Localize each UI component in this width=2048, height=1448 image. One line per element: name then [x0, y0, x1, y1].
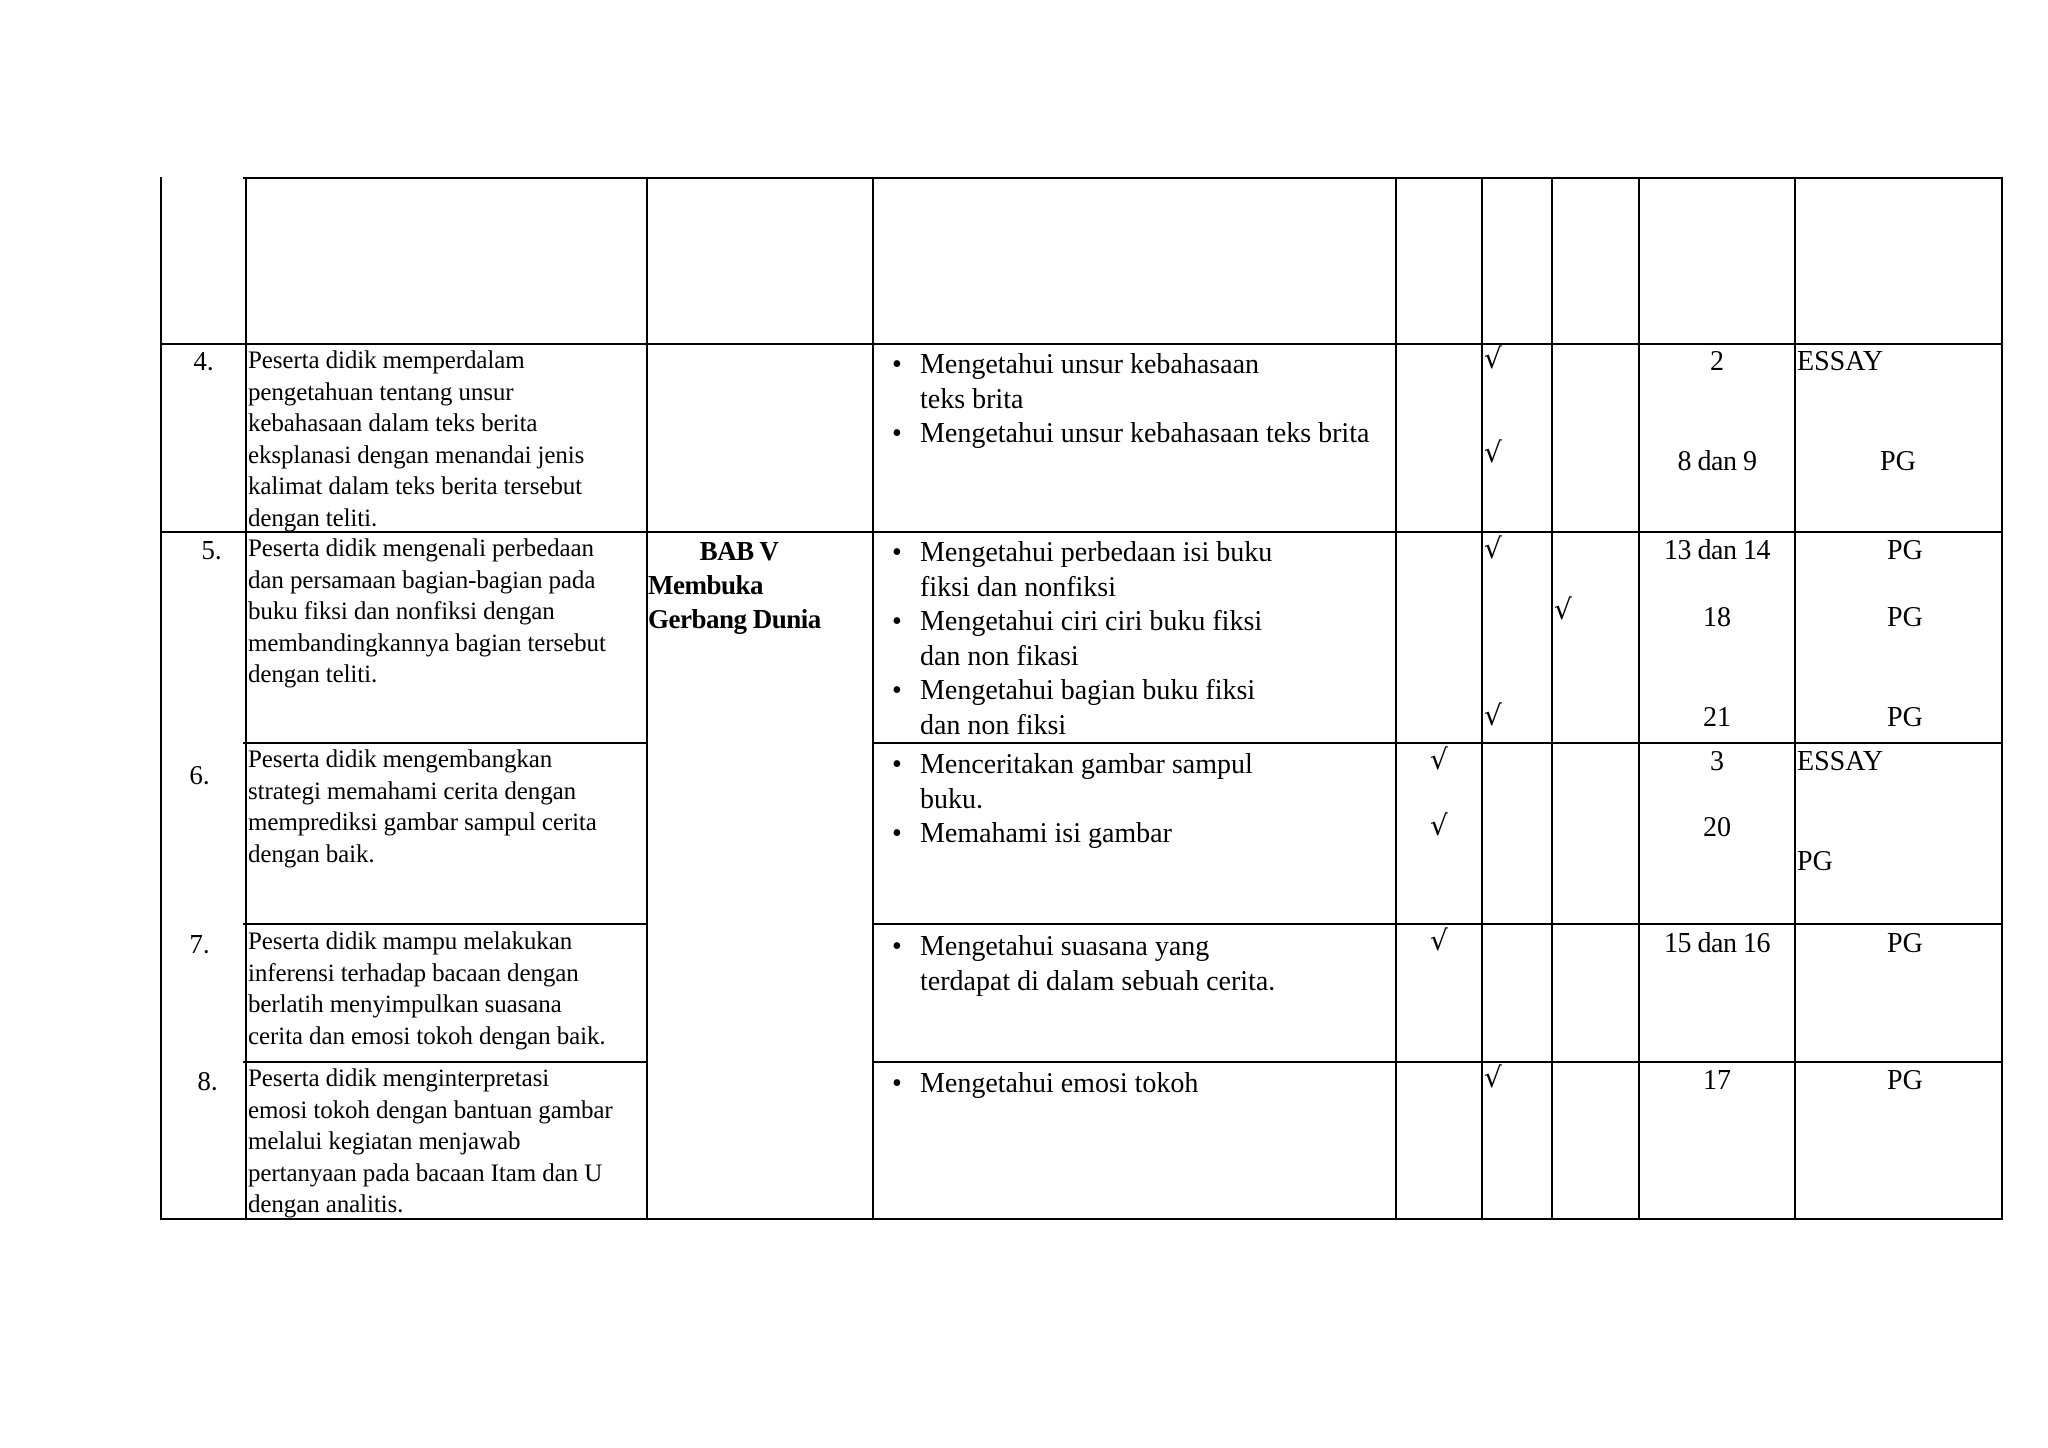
question-number: 13 dan 14 — [1664, 535, 1770, 566]
objective-line: Peserta didik mampu melakukan — [248, 928, 573, 955]
indicator-item: • Mengetahui perbedaan isi buku fiksi dan nonfiksi — [874, 536, 1395, 605]
question-number: 18 — [1703, 602, 1731, 633]
objective-line: inferensi terhadap bacaan dengan — [248, 959, 579, 987]
objective-line: pengetahuan tentang unsur — [248, 378, 514, 406]
objective-line: kebahasaan dalam teks berita — [248, 410, 538, 437]
objective-line: eksplanasi dengan menandai jenis — [248, 441, 585, 469]
objective-line: Peserta didik menginterpretasi — [248, 1065, 550, 1092]
chapter-name-line: Gerbang Dunia — [648, 604, 821, 634]
column-border — [1638, 177, 1640, 1220]
row-number: 5. — [201, 535, 222, 565]
objective-line: berlatih menyimpulkan suasana — [248, 991, 562, 1018]
check-mark: √ — [1484, 342, 1502, 375]
objective-line: buku fiksi dan nonfiksi dengan — [248, 598, 555, 625]
chapter-name-line: Membuka — [648, 570, 764, 600]
objective-line: Peserta didik mengenali perbedaan — [248, 535, 594, 562]
objective-line: dengan analitis. — [248, 1191, 404, 1218]
indicator-list — [874, 536, 1395, 743]
learning-objective — [248, 345, 646, 534]
objective-line: strategi memahami cerita dengan — [248, 777, 577, 805]
objective-line: membandingkannya bagian tersebut — [248, 629, 606, 657]
question-number: 15 dan 16 — [1664, 928, 1770, 959]
objective-line: kalimat dalam teks berita tersebut — [248, 473, 582, 500]
objective-line: emosi tokoh dengan bantuan gambar — [248, 1096, 613, 1124]
learning-objective — [248, 1063, 646, 1221]
check-mark: √ — [1430, 924, 1448, 957]
question-number: 21 — [1703, 702, 1731, 733]
question-form: PG — [1887, 928, 1923, 959]
objective-line: Peserta didik memperdalam — [248, 347, 525, 374]
objective-line: dan persamaan bagian-bagian pada — [248, 566, 596, 594]
objective-line: pertanyaan pada bacaan Itam dan U — [248, 1159, 603, 1187]
learning-objective — [248, 533, 646, 691]
indicator-item: • Mengetahui ciri ciri buku fiksi dan non fikasi — [874, 605, 1395, 674]
check-mark: √ — [1484, 1061, 1502, 1094]
check-mark: √ — [1430, 743, 1448, 776]
question-number: 17 — [1703, 1065, 1731, 1096]
objective-line: dengan teliti. — [248, 504, 378, 532]
column-border — [2001, 177, 2003, 1220]
check-mark: √ — [1484, 436, 1502, 469]
objective-line: cerita dan emosi tokoh dengan baik. — [248, 1022, 606, 1050]
indicator-item: • Mengetahui unsur kebahasaan teks brita — [874, 348, 1395, 417]
objective-line: dengan baik. — [248, 840, 375, 868]
learning-objective — [248, 744, 646, 870]
column-border — [1481, 177, 1483, 1220]
column-border — [646, 177, 648, 1220]
indicator-list — [874, 930, 1395, 999]
objective-line: melalui kegiatan menjawab — [248, 1128, 521, 1155]
indicator-list — [874, 1067, 1395, 1102]
question-form: PG — [1887, 602, 1923, 633]
objective-line: memprediksi gambar sampul cerita — [248, 809, 597, 836]
check-mark: √ — [1554, 593, 1572, 626]
indicator-list — [874, 748, 1395, 852]
check-mark: √ — [1484, 699, 1502, 732]
question-number: 8 dan 9 — [1677, 446, 1757, 477]
question-number: 2 — [1710, 346, 1724, 377]
question-form: PG — [1887, 1065, 1923, 1096]
chapter-heading — [648, 534, 872, 636]
question-form: ESSAY — [1797, 346, 1884, 377]
chapter-title: BAB V — [699, 536, 779, 566]
question-number: 20 — [1703, 812, 1731, 843]
indicator-item: • Mengetahui emosi tokoh — [874, 1067, 1395, 1102]
column-border — [245, 177, 247, 1220]
question-number: 3 — [1710, 746, 1724, 777]
objective-line: Peserta didik mengembangkan — [248, 746, 553, 773]
column-border — [1794, 177, 1796, 1220]
column-border — [160, 177, 162, 1220]
row-border — [873, 1061, 2002, 1063]
indicator-list — [874, 348, 1395, 452]
question-form: PG — [1797, 846, 1833, 877]
indicator-item: • Menceritakan gambar sampul buku. — [874, 748, 1395, 817]
indicator-item: • Mengetahui suasana yang terdapat di dalam sebuah cerita. — [874, 930, 1395, 999]
indicator-item: • Mengetahui unsur kebahasaan teks brita — [874, 417, 1395, 452]
indicator-item: • Memahami isi gambar — [874, 817, 1395, 852]
row-number: 7. — [189, 929, 210, 959]
learning-objective — [248, 926, 646, 1052]
row-border — [243, 177, 2002, 179]
check-mark: √ — [1430, 809, 1448, 842]
indicator-item: • Mengetahui bagian buku fiksi dan non fiksi — [874, 674, 1395, 743]
row-number: 8. — [197, 1066, 218, 1096]
row-number: 4. — [193, 346, 214, 376]
question-form: PG — [1887, 535, 1923, 566]
column-border — [1395, 177, 1397, 1220]
objective-line: dengan teliti. — [248, 661, 378, 688]
column-border — [1551, 177, 1553, 1220]
row-number: 6. — [189, 760, 210, 790]
row-border — [243, 923, 647, 925]
question-form: ESSAY — [1797, 746, 1884, 777]
question-form: PG — [1887, 702, 1923, 733]
check-mark: √ — [1484, 532, 1502, 565]
question-form: PG — [1880, 446, 1916, 477]
